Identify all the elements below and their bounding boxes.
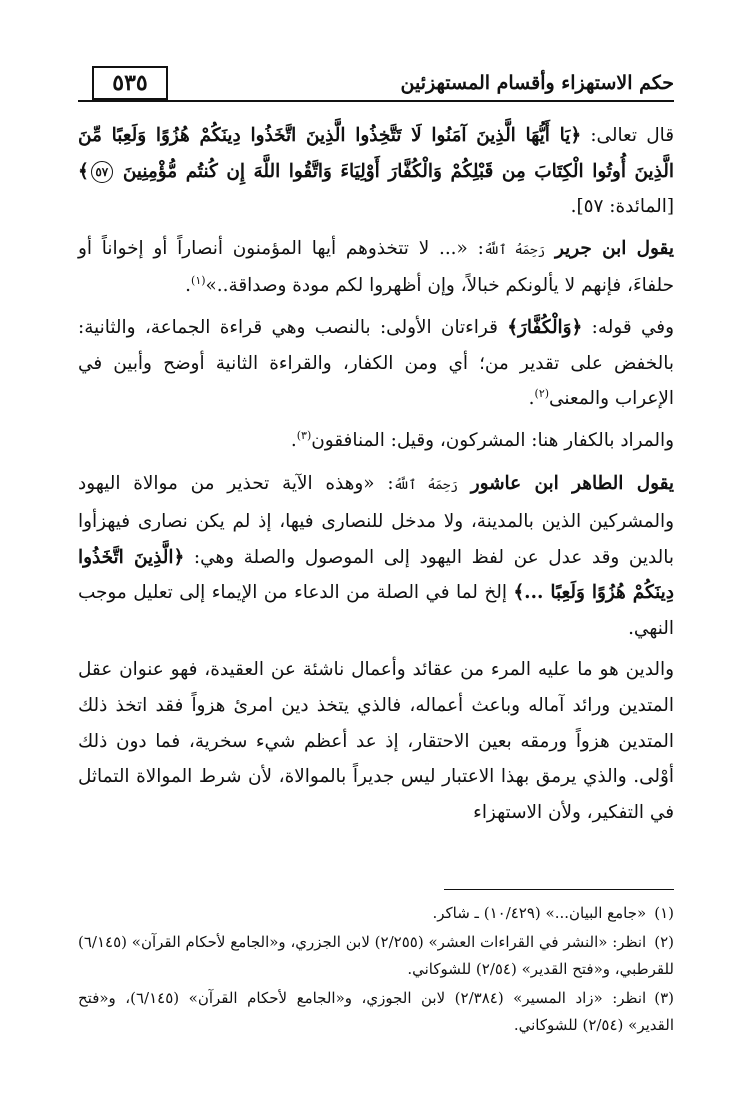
quran-ayah: ﴿يَا أَيُّهَا الَّذِينَ آمَنُوا لَا تَتَّخِذُوا الَّذِينَ اتَّخَذُوا دِينَكُمْ هُزُوًا وَلَعِبًا مِّنَ الَّذِينَ أُوتُوا الْكِتَابَ مِن قَبْلِكُمْ وَالْكُفَّارَ أَوْلِيَاءَ وَاتَّقُوا اللَّهَ إِن كُنتُم مُّؤْمِنِينَ: [78, 125, 674, 182]
footnote-2: [78, 929, 674, 983]
footnote-text: «جامع البيان...» (١٠/٤٢٩) ـ شاكر.: [432, 904, 647, 922]
honorific-ligature: رَحِمَهُ ٱللَّهُ: [393, 478, 458, 494]
p4-text: والمراد بالكفار هنا: المشركون، وقيل: المنافقون: [311, 429, 674, 451]
footnote-ref-1: (١): [191, 274, 206, 288]
p4-end: .: [290, 429, 297, 451]
ayah-reference: [المائدة: ٥٧].: [570, 196, 674, 218]
p1-intro: قال تعالى:: [581, 125, 675, 146]
p5-text-2: إلخ لما في الصلة من الدعاء من الإيماء إلى تعليل موجب النهي.: [78, 582, 674, 639]
header-rule: [78, 100, 674, 102]
footnote-text: انظر: «النشر في القراءات العشر» (٢/٢٥٥) لابن الجزري، و«الجامع لأحكام القرآن» (٦/١٤٥) للقرطبي، و«فتح القدير» (٢/٥٤) للشوكاني.: [78, 933, 674, 978]
paragraph-2: [78, 231, 674, 304]
p2-end: .: [185, 275, 192, 297]
ayah-close-bracket: ﴾: [78, 160, 89, 182]
speaker-ibn-ashur: يقول الطاهر ابن عاشور: [470, 473, 674, 495]
honorific-ligature: رَحِمَهُ ٱللَّهُ: [483, 242, 546, 258]
paragraph-6: [78, 652, 674, 830]
quran-ayah-excerpt: ﴿الَّذِينَ اتَّخَذُوا دِينَكُمْ هُزُوًا وَلَعِبًا ...﴾: [78, 546, 674, 604]
page-header: [78, 66, 674, 102]
p3-end: .: [528, 388, 535, 410]
footnote-number: (٣): [654, 989, 674, 1007]
quran-word: ﴿وَالْكُفَّارَ﴾: [507, 316, 583, 338]
footnote-number: (١): [654, 904, 674, 922]
running-title: حكم الاستهزاء وأقسام المستهزئين: [400, 72, 674, 94]
footnote-ref-3: (٣): [296, 428, 312, 442]
footnote-text: انظر: «زاد المسير» (٢/٣٨٤) لابن الجوزي، و«الجامع لأحكام القرآن» (٦/١٤٥)، و«فتح القدير» (٢/٥٤) للشوكاني.: [78, 989, 674, 1034]
ayah-number-marker: ٥٧: [91, 161, 113, 183]
paragraph-3: [78, 310, 674, 417]
speaker-ibn-jarir: يقول ابن جرير: [554, 237, 674, 259]
paragraph-4: [78, 423, 674, 459]
main-text: [78, 118, 674, 836]
footnote-ref-2: (٢): [534, 387, 550, 401]
footnote-1: [78, 900, 674, 927]
footnote-number: (٢): [654, 933, 674, 951]
p3-before: وفي قوله:: [582, 316, 674, 338]
paragraph-1: [78, 118, 674, 225]
p2-text: : «... لا تتخذوهم أيها المؤمنون أنصاراً أو إخواناً أو حلفاءَ، فإنهم لا يألونكم خبالاً، وإن أظهروا لكم مودة وصداقة..»: [78, 237, 674, 297]
footnotes: [78, 900, 674, 1041]
p5-text-1: : «وهذه الآية تحذير من موالاة اليهود والمشركين الذين بالمدينة، ولا مدخل للنصارى فيها، إذ لم يكن نصارى فيهزأوا بالدين وقد عدل عن لفظ اليهود إلى الموصول والصلة وهي:: [78, 473, 674, 568]
footnote-3: [78, 985, 674, 1039]
paragraph-5: [78, 466, 674, 646]
footnote-separator: [444, 889, 674, 890]
page-number: ٥٣٥: [92, 66, 168, 100]
p3-text: قراءتان الأولى: بالنصب وهي قراءة الجماعة، والثانية: بالخفض على تقدير من؛ أي ومن الكفار، والقراءة الثانية أوضح وأبين في الإعراب والمعنى: [78, 316, 674, 410]
p6-text: والدين هو ما عليه المرء من عقائد وأعمال ناشئة عن العقيدة، فهو عنوان عقل المتدين ورائد آماله وباعث أعماله، فالذي يتخذ دين امرئ هزواً فقد اتخذ ذلك المتدين هزواً ورمقه بعين الاحتقار، إذ عد أعظم شيء سخرية، فما دون ذلك أوْلى. والذي يرمق بهذا الاعتبار ليس جديراً بالموالاة، لأن شرط الموالاة التماثل في التفكير، ولأن الاستهزاء: [78, 659, 674, 823]
